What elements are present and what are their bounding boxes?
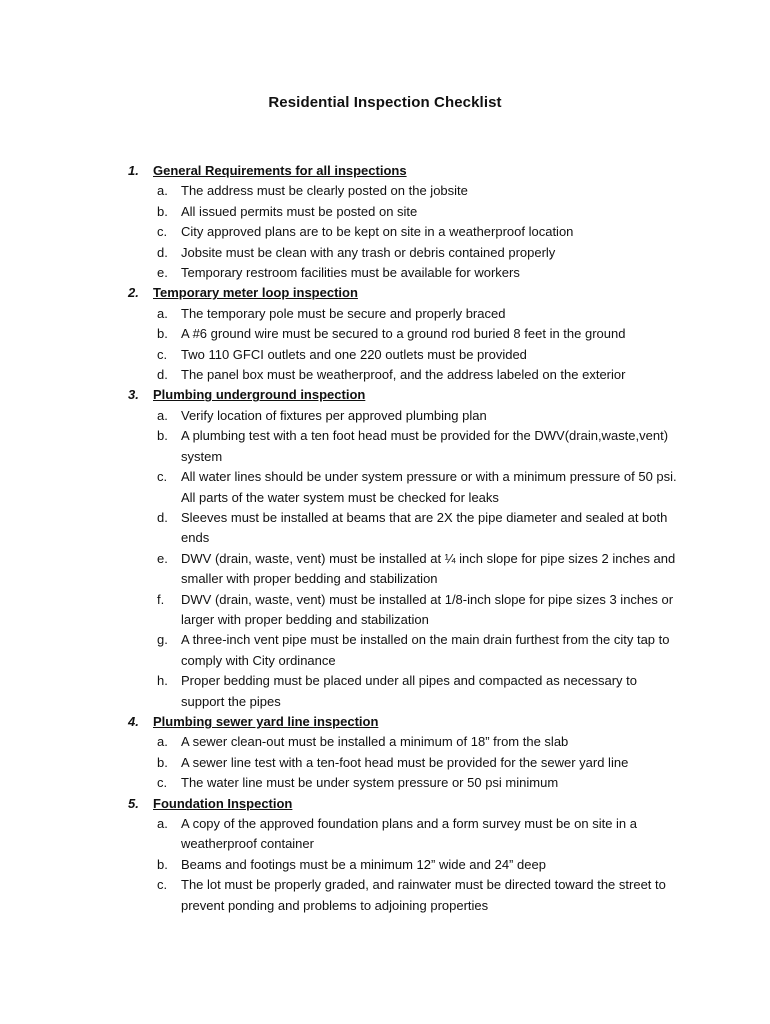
section-items bbox=[0, 181, 770, 283]
item-letter: c. bbox=[157, 877, 168, 893]
checklist-item bbox=[0, 630, 770, 671]
item-text: A #6 ground wire must be secured to a ground rod buried 8 feet in the ground bbox=[181, 326, 626, 342]
item-text: DWV (drain, waste, vent) must be installed at ¼ inch slope for pipe sizes 2 inches and smaller with proper bedding and stabilization bbox=[181, 550, 676, 587]
checklist-item bbox=[0, 855, 770, 875]
item-text: A three-inch vent pipe must be installed on the main drain furthest from the city tap to comply with City ordinance bbox=[181, 632, 670, 668]
item-letter: a. bbox=[157, 305, 168, 321]
item-text: Temporary restroom facilities must be available for workers bbox=[181, 265, 520, 281]
item-letter: d. bbox=[157, 367, 168, 383]
page-title: Residential Inspection Checklist bbox=[268, 94, 502, 111]
item-letter: d. bbox=[157, 509, 168, 525]
checklist-item bbox=[0, 202, 770, 222]
checklist-item bbox=[0, 590, 770, 631]
checklist-item bbox=[0, 773, 770, 793]
item-text: The temporary pole must be secure and properly braced bbox=[181, 305, 506, 321]
checklist-item bbox=[0, 549, 770, 590]
section-heading bbox=[0, 794, 770, 814]
checklist-item bbox=[0, 263, 770, 283]
section-title: Plumbing sewer yard line inspection bbox=[153, 713, 379, 729]
section-heading bbox=[0, 283, 770, 303]
checklist-item bbox=[0, 181, 770, 201]
section-number: 4. bbox=[128, 713, 139, 729]
section-heading bbox=[0, 385, 770, 405]
item-text: A plumbing test with a ten foot head must be provided for the DWV(drain,waste,vent) system bbox=[181, 428, 669, 464]
section-number: 1. bbox=[128, 163, 139, 178]
item-text: Verify location of fixtures per approved plumbing plan bbox=[181, 407, 487, 423]
item-letter: b. bbox=[157, 203, 168, 219]
section-items bbox=[0, 406, 770, 712]
item-letter: c. bbox=[157, 224, 168, 240]
checklist-item bbox=[0, 365, 770, 385]
checklist-item bbox=[0, 753, 770, 773]
section-items bbox=[0, 732, 770, 793]
item-letter: b. bbox=[157, 326, 168, 342]
section-number: 5. bbox=[128, 795, 139, 811]
item-text: All issued permits must be posted on site bbox=[181, 203, 418, 219]
checklist-item bbox=[0, 508, 770, 549]
item-letter: c. bbox=[157, 775, 168, 791]
item-text: The address must be clearly posted on the jobsite bbox=[181, 183, 468, 199]
checklist-item bbox=[0, 426, 770, 467]
section-number: 2. bbox=[128, 285, 139, 301]
section-heading bbox=[0, 161, 770, 181]
item-letter: b. bbox=[157, 856, 168, 872]
item-text: Beams and footings must be a minimum 12” wide and 24” deep bbox=[181, 856, 546, 872]
item-letter: e. bbox=[157, 550, 168, 566]
checklist-section bbox=[0, 161, 770, 283]
checklist-item bbox=[0, 222, 770, 242]
item-letter: c. bbox=[157, 346, 168, 362]
item-text: A sewer clean-out must be installed a minimum of 18” from the slab bbox=[181, 734, 569, 750]
checklist-item bbox=[0, 814, 770, 855]
checklist-item bbox=[0, 467, 770, 508]
item-text: The panel box must be weatherproof, and the address labeled on the exterior bbox=[181, 367, 626, 383]
item-letter: f. bbox=[157, 591, 165, 607]
item-letter: g. bbox=[157, 632, 168, 648]
section-title: General Requirements for all inspections bbox=[153, 163, 407, 178]
checklist-section bbox=[0, 385, 770, 712]
inspection-checklist bbox=[0, 161, 770, 916]
section-number: 3. bbox=[128, 387, 139, 403]
item-letter: e. bbox=[157, 265, 168, 281]
checklist-item bbox=[0, 243, 770, 263]
checklist-item bbox=[0, 324, 770, 344]
checklist-section bbox=[0, 712, 770, 794]
item-text: DWV (drain, waste, vent) must be installed at 1/8-inch slope for pipe sizes 3 inches or larger with proper bedding and stabilization bbox=[181, 591, 674, 627]
checklist-item bbox=[0, 406, 770, 426]
item-letter: d. bbox=[157, 244, 168, 260]
item-text: The lot must be properly graded, and rainwater must be directed toward the street to prevent ponding and problems to adjoining properties bbox=[181, 877, 666, 913]
item-text: Sleeves must be installed at beams that are 2X the pipe diameter and sealed at both ends bbox=[181, 509, 668, 546]
checklist-item bbox=[0, 671, 770, 712]
item-text: The water line must be under system pressure or 50 psi minimum bbox=[181, 775, 559, 791]
item-text: Two 110 GFCI outlets and one 220 outlets must be provided bbox=[181, 346, 527, 362]
checklist-section bbox=[0, 283, 770, 385]
item-text: Jobsite must be clean with any trash or debris contained properly bbox=[181, 244, 556, 260]
item-letter: a. bbox=[157, 734, 168, 750]
section-items bbox=[0, 304, 770, 386]
section-title: Foundation Inspection bbox=[153, 795, 293, 811]
checklist-item bbox=[0, 345, 770, 365]
item-text: All water lines should be under system pressure or with a minimum pressure of 50 psi. All parts of the water system must be checked for leaks bbox=[181, 469, 677, 505]
item-text: A copy of the approved foundation plans and a form survey must be on site in a weatherproof container bbox=[181, 816, 638, 852]
item-text: Proper bedding must be placed under all pipes and compacted as necessary to support the pipes bbox=[181, 673, 638, 709]
item-letter: a. bbox=[157, 407, 168, 423]
item-letter: b. bbox=[157, 428, 168, 444]
checklist-section bbox=[0, 794, 770, 916]
item-letter: c. bbox=[157, 469, 168, 485]
item-letter: a. bbox=[157, 816, 168, 831]
item-letter: h. bbox=[157, 673, 168, 689]
item-letter: b. bbox=[157, 754, 168, 770]
checklist-item bbox=[0, 875, 770, 916]
section-items bbox=[0, 814, 770, 916]
checklist-item bbox=[0, 732, 770, 752]
item-text: A sewer line test with a ten-foot head must be provided for the sewer yard line bbox=[181, 754, 629, 770]
checklist-item bbox=[0, 304, 770, 324]
item-letter: a. bbox=[157, 183, 168, 199]
section-heading bbox=[0, 712, 770, 732]
section-title: Temporary meter loop inspection bbox=[153, 285, 358, 301]
item-text: City approved plans are to be kept on site in a weatherproof location bbox=[181, 224, 574, 240]
section-title: Plumbing underground inspection bbox=[153, 387, 366, 403]
